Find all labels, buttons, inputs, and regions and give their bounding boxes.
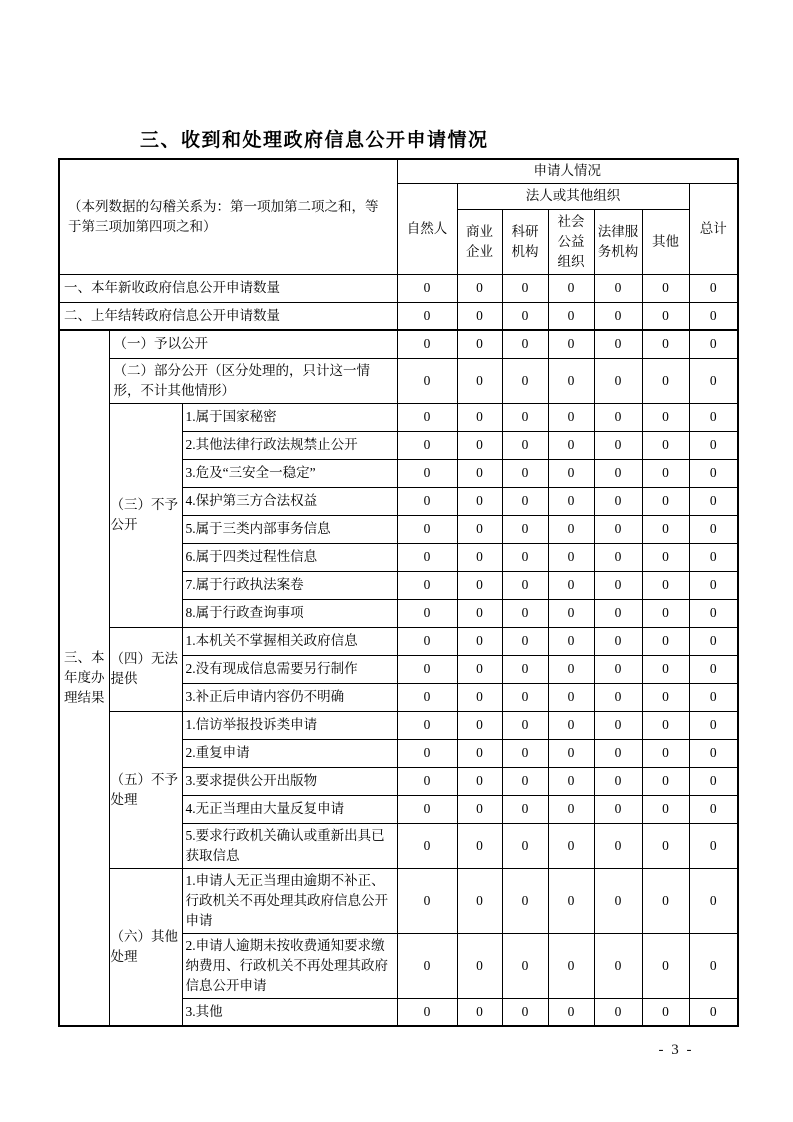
- data-cell: 0: [397, 358, 457, 403]
- header-legal-org-group: 法人或其他组织: [457, 183, 689, 209]
- data-cell: 0: [457, 933, 502, 998]
- header-research-institution: 科研机构: [502, 209, 548, 274]
- data-cell: 0: [594, 795, 642, 823]
- data-cell: 0: [548, 403, 594, 431]
- data-cell: 0: [642, 711, 689, 739]
- row-label: 2.重复申请: [182, 739, 397, 767]
- data-cell: 0: [594, 823, 642, 868]
- data-cell: 0: [457, 302, 502, 330]
- data-cell: 0: [594, 330, 642, 358]
- data-cell: 0: [502, 711, 548, 739]
- data-cell: 0: [548, 767, 594, 795]
- row-label: （六）其他处理: [109, 868, 182, 1026]
- data-cell: 0: [397, 302, 457, 330]
- data-cell: 0: [502, 868, 548, 933]
- data-cell: 0: [689, 655, 738, 683]
- data-cell: 0: [548, 571, 594, 599]
- data-cell: 0: [502, 571, 548, 599]
- row-label: （一）予以公开: [109, 330, 397, 358]
- data-cell: 0: [397, 330, 457, 358]
- data-cell: 0: [502, 487, 548, 515]
- data-cell: 0: [594, 487, 642, 515]
- data-cell: 0: [397, 823, 457, 868]
- data-cell: 0: [397, 933, 457, 998]
- row-label: 1.本机关不掌握相关政府信息: [182, 627, 397, 655]
- data-cell: 0: [594, 868, 642, 933]
- data-cell: 0: [594, 655, 642, 683]
- data-cell: 0: [502, 403, 548, 431]
- data-cell: 0: [548, 459, 594, 487]
- data-cell: 0: [689, 543, 738, 571]
- data-cell: 0: [502, 274, 548, 302]
- data-cell: 0: [642, 459, 689, 487]
- table-row: [59, 274, 738, 302]
- data-cell: 0: [502, 302, 548, 330]
- data-cell: 0: [397, 683, 457, 711]
- header-applicant-group: 申请人情况: [397, 159, 738, 183]
- header-social-welfare-org: 社会公益组织: [548, 209, 594, 274]
- data-cell: 0: [457, 711, 502, 739]
- data-cell: 0: [397, 998, 457, 1026]
- data-cell: 0: [548, 998, 594, 1026]
- data-cell: 0: [457, 655, 502, 683]
- data-cell: 0: [502, 543, 548, 571]
- data-cell: 0: [689, 403, 738, 431]
- data-cell: 0: [457, 823, 502, 868]
- row-label: 1.属于国家秘密: [182, 403, 397, 431]
- data-cell: 0: [594, 933, 642, 998]
- row-label: 3.危及“三安全一稳定”: [182, 459, 397, 487]
- data-cell: 0: [502, 823, 548, 868]
- data-cell: 0: [642, 868, 689, 933]
- data-cell: 0: [594, 302, 642, 330]
- data-cell: 0: [689, 274, 738, 302]
- note-cell: （本列数据的勾稽关系为：第一项加第二项之和，等于第三项加第四项之和）: [59, 159, 397, 274]
- data-cell: 0: [457, 403, 502, 431]
- data-cell: 0: [594, 998, 642, 1026]
- data-cell: 0: [502, 933, 548, 998]
- data-cell: 0: [457, 515, 502, 543]
- data-cell: 0: [457, 571, 502, 599]
- data-cell: 0: [689, 823, 738, 868]
- data-cell: 0: [594, 711, 642, 739]
- data-cell: 0: [642, 823, 689, 868]
- row-label: （四）无法提供: [109, 627, 182, 711]
- data-cell: 0: [594, 459, 642, 487]
- data-cell: 0: [457, 599, 502, 627]
- data-cell: 0: [457, 683, 502, 711]
- data-cell: 0: [397, 515, 457, 543]
- data-cell: 0: [689, 571, 738, 599]
- data-cell: 0: [397, 655, 457, 683]
- data-cell: 0: [548, 627, 594, 655]
- data-cell: 0: [689, 487, 738, 515]
- data-cell: 0: [397, 767, 457, 795]
- data-cell: 0: [642, 795, 689, 823]
- data-cell: 0: [594, 543, 642, 571]
- data-cell: 0: [689, 515, 738, 543]
- table-row: [59, 868, 738, 933]
- data-cell: 0: [594, 403, 642, 431]
- data-cell: 0: [548, 823, 594, 868]
- table-row: [59, 403, 738, 431]
- row-label: 一、本年新收政府信息公开申请数量: [59, 274, 397, 302]
- data-cell: 0: [594, 515, 642, 543]
- data-cell: 0: [689, 302, 738, 330]
- data-cell: 0: [457, 274, 502, 302]
- data-cell: 0: [548, 683, 594, 711]
- table-row: [59, 711, 738, 739]
- data-cell: 0: [502, 515, 548, 543]
- data-cell: 0: [502, 998, 548, 1026]
- page-title: 三、收到和处理政府信息公开申请情况: [140, 130, 489, 151]
- data-cell: 0: [502, 795, 548, 823]
- header-legal-service-org: 法律服务机构: [594, 209, 642, 274]
- data-cell: 0: [502, 627, 548, 655]
- data-cell: 0: [457, 543, 502, 571]
- data-cell: 0: [397, 459, 457, 487]
- row-label: （三）不予公开: [109, 403, 182, 627]
- row-label: 1.申请人无正当理由逾期不补正、行政机关不再处理其政府信息公开申请: [182, 868, 397, 933]
- data-cell: 0: [548, 487, 594, 515]
- data-cell: 0: [642, 933, 689, 998]
- data-cell: 0: [548, 274, 594, 302]
- data-cell: 0: [397, 403, 457, 431]
- data-cell: 0: [642, 431, 689, 459]
- data-cell: 0: [502, 655, 548, 683]
- row-label: 2.申请人逾期未按收费通知要求缴纳费用、行政机关不再处理其政府信息公开申请: [182, 933, 397, 998]
- data-cell: 0: [642, 655, 689, 683]
- data-cell: 0: [642, 330, 689, 358]
- row-label: 4.无正当理由大量反复申请: [182, 795, 397, 823]
- row-label: 5.要求行政机关确认或重新出具已获取信息: [182, 823, 397, 868]
- data-cell: 0: [502, 330, 548, 358]
- data-cell: 0: [642, 515, 689, 543]
- data-cell: 0: [594, 431, 642, 459]
- data-cell: 0: [548, 868, 594, 933]
- row-label: 5.属于三类内部事务信息: [182, 515, 397, 543]
- data-cell: 0: [689, 459, 738, 487]
- row-label: （五）不予处理: [109, 711, 182, 868]
- data-cell: 0: [397, 627, 457, 655]
- data-cell: 0: [397, 487, 457, 515]
- row-label: 6.属于四类过程性信息: [182, 543, 397, 571]
- data-cell: 0: [397, 571, 457, 599]
- data-cell: 0: [457, 627, 502, 655]
- data-cell: 0: [548, 330, 594, 358]
- data-cell: 0: [689, 868, 738, 933]
- data-cell: 0: [457, 358, 502, 403]
- data-cell: 0: [594, 627, 642, 655]
- data-cell: 0: [689, 627, 738, 655]
- table-body: [59, 274, 738, 1026]
- row-label: 2.没有现成信息需要另行制作: [182, 655, 397, 683]
- data-cell: 0: [594, 767, 642, 795]
- data-cell: 0: [642, 302, 689, 330]
- data-cell: 0: [642, 739, 689, 767]
- row-label: 8.属于行政查询事项: [182, 599, 397, 627]
- data-cell: 0: [642, 767, 689, 795]
- data-cell: 0: [689, 795, 738, 823]
- data-cell: 0: [642, 998, 689, 1026]
- data-cell: 0: [689, 711, 738, 739]
- table-header: [59, 159, 738, 274]
- data-cell: 0: [642, 403, 689, 431]
- row-label: 3.要求提供公开出版物: [182, 767, 397, 795]
- data-cell: 0: [548, 739, 594, 767]
- data-cell: 0: [548, 655, 594, 683]
- table-row: [59, 330, 738, 358]
- data-cell: 0: [397, 274, 457, 302]
- data-cell: 0: [548, 302, 594, 330]
- table-row: [59, 302, 738, 330]
- data-cell: 0: [397, 739, 457, 767]
- data-cell: 0: [397, 711, 457, 739]
- data-cell: 0: [502, 459, 548, 487]
- table-row: [59, 358, 738, 403]
- page-number: - 3 -: [658, 1042, 694, 1058]
- data-cell: 0: [689, 431, 738, 459]
- data-cell: 0: [397, 868, 457, 933]
- data-cell: 0: [548, 599, 594, 627]
- data-cell: 0: [457, 487, 502, 515]
- data-cell: 0: [548, 431, 594, 459]
- data-cell: 0: [689, 599, 738, 627]
- data-cell: 0: [642, 487, 689, 515]
- data-cell: 0: [502, 358, 548, 403]
- row-label: 1.信访举报投诉类申请: [182, 711, 397, 739]
- data-cell: 0: [397, 795, 457, 823]
- row-label: 3.补正后申请内容仍不明确: [182, 683, 397, 711]
- row-label: 4.保护第三方合法权益: [182, 487, 397, 515]
- data-cell: 0: [642, 358, 689, 403]
- data-cell: 0: [502, 739, 548, 767]
- data-cell: 0: [457, 998, 502, 1026]
- data-cell: 0: [457, 330, 502, 358]
- data-cell: 0: [457, 431, 502, 459]
- data-cell: 0: [457, 739, 502, 767]
- report-table: [58, 158, 739, 1027]
- data-cell: 0: [642, 683, 689, 711]
- data-cell: 0: [594, 571, 642, 599]
- data-cell: 0: [642, 274, 689, 302]
- data-cell: 0: [502, 683, 548, 711]
- data-cell: 0: [457, 868, 502, 933]
- data-cell: 0: [397, 431, 457, 459]
- row-label: 二、上年结转政府信息公开申请数量: [59, 302, 397, 330]
- data-cell: 0: [594, 358, 642, 403]
- data-cell: 0: [502, 599, 548, 627]
- data-cell: 0: [548, 711, 594, 739]
- data-cell: 0: [594, 274, 642, 302]
- data-cell: 0: [689, 358, 738, 403]
- data-cell: 0: [642, 571, 689, 599]
- data-cell: 0: [689, 767, 738, 795]
- row-label: 3.其他: [182, 998, 397, 1026]
- data-cell: 0: [548, 358, 594, 403]
- table-row: [59, 627, 738, 655]
- data-cell: 0: [689, 330, 738, 358]
- header-total: 总计: [689, 183, 738, 274]
- data-cell: 0: [689, 739, 738, 767]
- data-cell: 0: [457, 795, 502, 823]
- data-cell: 0: [689, 933, 738, 998]
- data-cell: 0: [689, 683, 738, 711]
- data-cell: 0: [502, 431, 548, 459]
- header-natural-person: 自然人: [397, 183, 457, 274]
- data-cell: 0: [548, 933, 594, 998]
- data-cell: 0: [642, 599, 689, 627]
- data-cell: 0: [397, 543, 457, 571]
- row-label: 7.属于行政执法案卷: [182, 571, 397, 599]
- data-cell: 0: [548, 543, 594, 571]
- data-cell: 0: [502, 767, 548, 795]
- data-cell: 0: [594, 599, 642, 627]
- data-cell: 0: [457, 459, 502, 487]
- data-cell: 0: [689, 998, 738, 1026]
- data-cell: 0: [457, 767, 502, 795]
- data-cell: 0: [548, 795, 594, 823]
- row-label: （二）部分公开（区分处理的，只计这一情形，不计其他情形）: [109, 358, 397, 403]
- data-cell: 0: [548, 515, 594, 543]
- data-cell: 0: [642, 543, 689, 571]
- data-cell: 0: [642, 627, 689, 655]
- row-label: 三、本年度办理结果: [59, 330, 109, 1026]
- data-cell: 0: [594, 739, 642, 767]
- header-other-org: 其他: [642, 209, 689, 274]
- row-label: 2.其他法律行政法规禁止公开: [182, 431, 397, 459]
- data-cell: 0: [397, 599, 457, 627]
- data-cell: 0: [594, 683, 642, 711]
- header-commercial-enterprise: 商业企业: [457, 209, 502, 274]
